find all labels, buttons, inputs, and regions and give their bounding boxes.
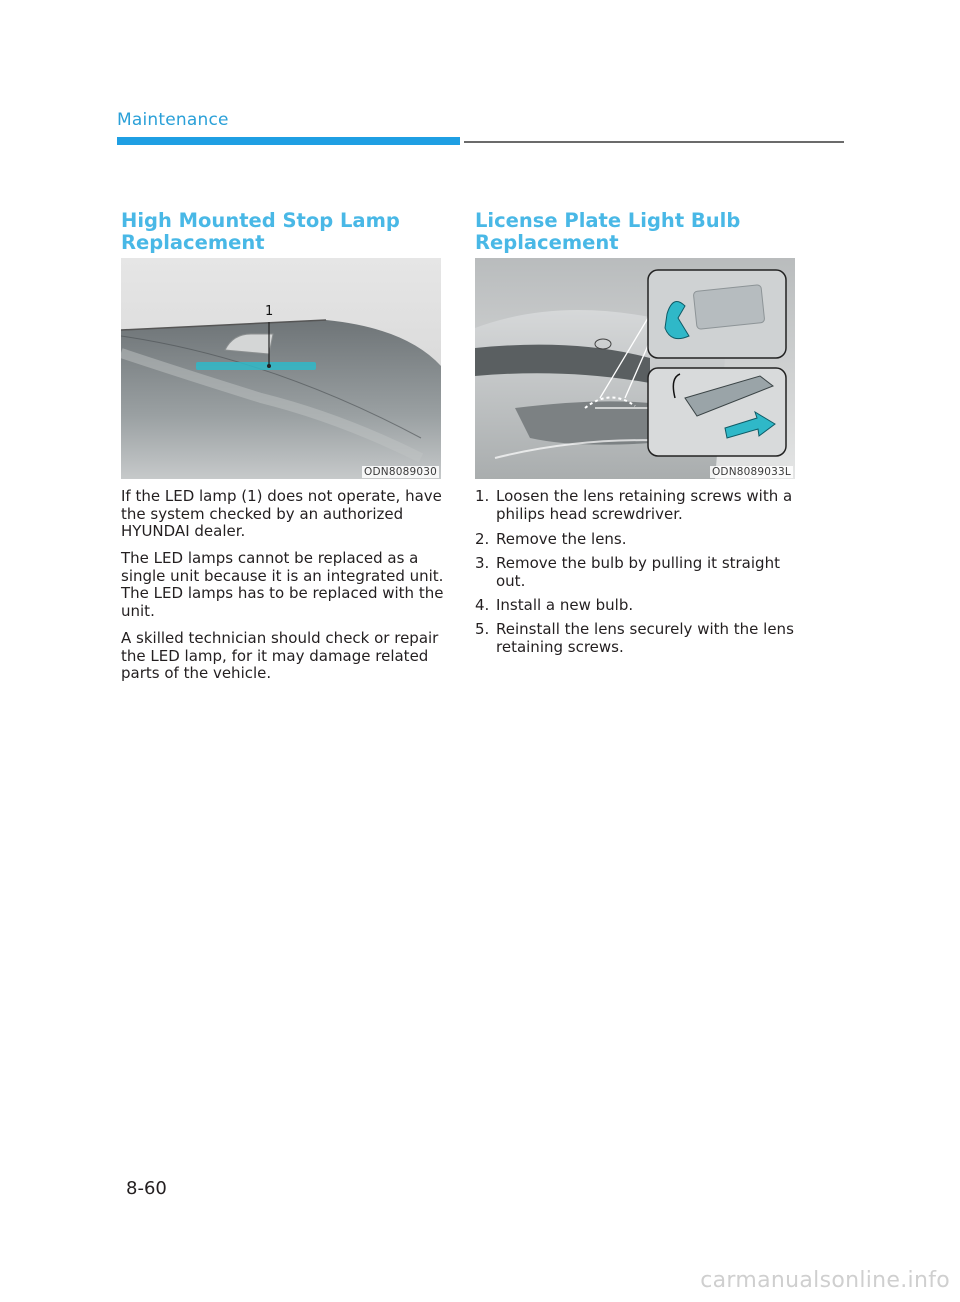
license-light-illustration bbox=[475, 258, 795, 479]
left-title-line-1: High Mounted Stop Lamp bbox=[121, 209, 400, 232]
running-header: Maintenance bbox=[117, 110, 229, 130]
paragraph-3: A skilled technician should check or repair the LED lamp, for it may damage related parts of the vehicle. bbox=[121, 629, 439, 682]
step-1: 1. Loosen the lens retaining screws with a philips head screwdriver. bbox=[475, 487, 793, 523]
led-lamp-highlight bbox=[196, 362, 316, 370]
right-title-line-1: License Plate Light Bulb bbox=[475, 209, 741, 232]
right-section-title bbox=[475, 210, 740, 254]
right-title-line-2: Replacement bbox=[475, 231, 619, 254]
watermark: carmanualsonline.info bbox=[700, 1268, 950, 1293]
paragraph-2: The LED lamps cannot be replaced as a single unit because it is an integrated unit. The LED lamps has to be replaced with the unit. bbox=[121, 549, 444, 620]
license-light-figure bbox=[475, 258, 795, 479]
stop-lamp-figure bbox=[121, 258, 441, 479]
left-section-title bbox=[121, 210, 400, 254]
step-3: 3. Remove the bulb by pulling it straight out. bbox=[475, 554, 780, 590]
stop-lamp-illustration bbox=[121, 258, 441, 479]
figure-code: ODN8089033L bbox=[711, 466, 791, 478]
step-4: 4. Install a new bulb. bbox=[475, 596, 634, 614]
callout-label: 1 bbox=[265, 304, 274, 319]
header-rule bbox=[464, 141, 844, 143]
paragraph-1: If the LED lamp (1) does not operate, have the system checked by an authorized HYUNDAI dealer. bbox=[121, 487, 442, 540]
header-accent-bar bbox=[117, 137, 460, 145]
step-2: 2. Remove the lens. bbox=[475, 530, 627, 548]
left-title-line-2: Replacement bbox=[121, 231, 265, 254]
step-5: 5. Reinstall the lens securely with the lens retaining screws. bbox=[475, 620, 794, 656]
page-number: 8-60 bbox=[126, 1178, 167, 1199]
figure-code: ODN8089030 bbox=[364, 466, 437, 478]
